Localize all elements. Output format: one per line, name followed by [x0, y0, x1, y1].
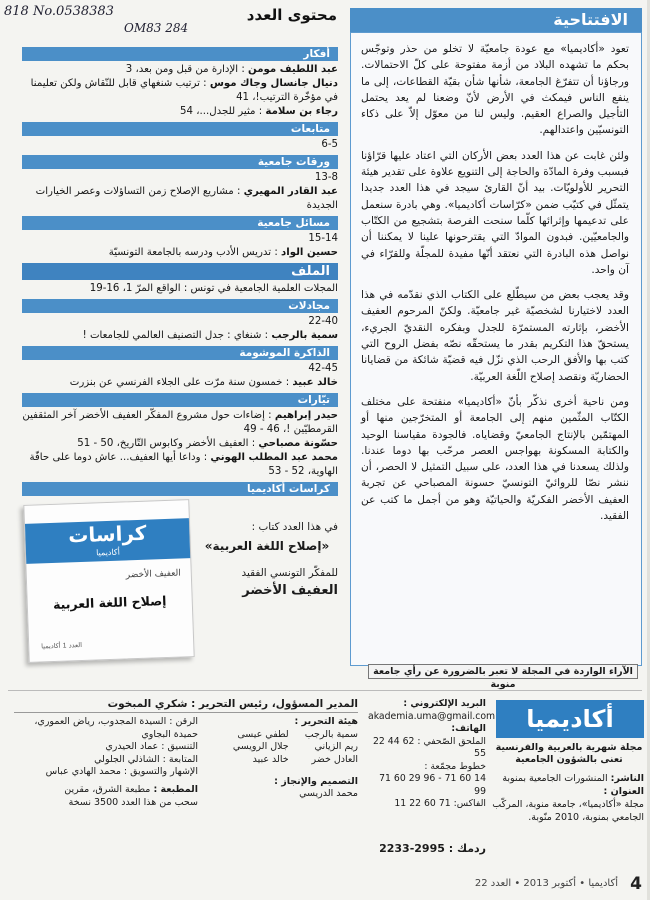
- toc-entry: [22, 451, 338, 479]
- toc-entry-author: خالد عبيد: [292, 377, 338, 388]
- staff-production-column: [14, 716, 198, 809]
- toc-title: محتوى العدد: [246, 6, 337, 24]
- booklet-byline: للمفكّر التونسي الفقيد: [241, 567, 338, 579]
- toc-entry-text: : وداعا أيها العفيف... عاش دوما على حافّة الهاوية، 52 - 53: [29, 452, 338, 477]
- toc-entry-text: 13-8: [314, 172, 338, 183]
- toc-entry-author: دنيال جانسال وجاك موس: [209, 78, 338, 89]
- toc-entry-author: عبد اللطيف مومن: [248, 64, 338, 75]
- toc-entry: [22, 409, 338, 437]
- booklet-intro: في هذا العدد كتاب :: [251, 521, 338, 533]
- issn-number: 2233-2995: [379, 842, 445, 855]
- editorial-paragraph: تعود «أكاديميا» مع عودة جامعيّة لا تخلو من حذر وتوجّس بحكم ما تشهده البلاد من أزمة مفتوحة على كلّ الاحتمالات. ورجاؤنا أن تتفرّغ الجامعة، شأنها شأن بقيّة القطاعات، إلى ما ينفع الناس فيمكث في الأرض لأنّ وضعنا لم يعد يحتمل التأجيل والصراع العقيم. وليس لنا من معوّل إلاّ على ذكاء التونسيّين واعتدالهم.: [361, 43, 629, 137]
- toc-entry-text: : خمسون سنة مرّت على الجلاء الفرنسي عن بنزرت: [69, 377, 293, 388]
- toc-entry-author: حسّونة مصباحي: [258, 438, 338, 449]
- cover-book-title: إصلاح اللغة العربية: [52, 593, 167, 612]
- board-member: العادل خضر: [311, 753, 358, 765]
- printer-name: مطبعة الشرق، مقرين: [64, 784, 151, 796]
- toc-entry: [22, 315, 338, 329]
- toc-entry-author: سمية بالرجب: [271, 330, 338, 341]
- followup-staff: المتابعة : الشاذلي الجلولي: [94, 753, 198, 765]
- editorial-body: [350, 32, 642, 666]
- toc-entry: [22, 376, 338, 390]
- lines-label: خطوط مجمّعة :: [424, 760, 486, 772]
- typing-staff: الرقن : السيدة المجدوب، رياض العموري، حميدة البجاوي: [34, 716, 198, 740]
- handwritten-line-1: 818 No.0538383: [4, 4, 114, 19]
- cover-footer: العدد 1 أكاديميا: [41, 640, 83, 651]
- director-label: المدير المسؤول، رئيس التحرير :: [191, 698, 358, 710]
- toc-entry: [22, 63, 338, 77]
- board-member: لطفي عيسى: [237, 728, 289, 740]
- disclaimer: الآراء الواردة في المجلة لا تعبر بالضرورة عن رأي جامعة منوبة: [368, 664, 638, 679]
- director-line: [14, 698, 358, 713]
- editorial-paragraph: ولئن غابت عن هذا العدد بعض الأركان التي اعتاد عليها قرّاؤنا فبسبب وفرة المادّة والحاجة إلى التنويع علاوة على تقدير هيئة التحرير للأولويّات. بيد أنّ القارئ سيجد في هذا العدد جديدا يتمثّل في كتيّب ضمن «كرّاسات أكاديميا». وهي بادرة سنعمل على تدعيمها وإثرائها كلّما سنحت الفرصة بتشجيع من الكتّاب والجامعيّين. فبدون الموادّ التي يقترحونها علينا لا يمكننا أن نواصل هذه البادرة التي نعتقد أنّها مفيدة للمجلّة وللقرّاء في آن واحد.: [361, 149, 629, 276]
- toc-entry: [22, 105, 338, 119]
- toc-entry: [22, 329, 338, 343]
- board-member: خالد عبيد: [252, 753, 289, 765]
- toc-section-header: كراسات أكاديميا: [22, 482, 338, 496]
- booklet-title: «إصلاح اللغة العربية»: [204, 539, 330, 553]
- cover-title: كراسات: [67, 520, 147, 548]
- toc-section-header: أفكار: [22, 47, 338, 61]
- page-footer: [0, 872, 650, 896]
- phone-label: الهاتف:: [451, 723, 486, 734]
- toc-entry: [22, 362, 338, 376]
- contact-info: [368, 698, 496, 811]
- design-label: التصميم والإنجاز :: [274, 776, 358, 788]
- toc-entry: [22, 138, 338, 152]
- staff-board-column: [208, 716, 358, 809]
- toc-entry-text: 42-45: [308, 363, 338, 374]
- printer-label: المطبعة :: [153, 784, 198, 796]
- toc-section-header: الملف: [22, 263, 338, 280]
- toc-entry-text: : إضاءات حول مشروع المفكّر العفيف الأخضر آخر المثقفين القرمطيّين !، 46 - 49: [22, 410, 338, 435]
- table-of-contents: [22, 44, 338, 498]
- editorial-staff: [14, 698, 358, 809]
- design-name: محمد الدريسي: [299, 788, 358, 800]
- toc-entry: [22, 282, 338, 296]
- booklet-author: العفيف الأخضر: [242, 583, 338, 598]
- toc-section-header: تيّارات: [22, 393, 338, 407]
- address-text: مجلة «أكاديميا»، جامعة منوبة، المركّب الجامعي بمنوبة، 2010 منّوبة.: [492, 799, 644, 823]
- editorial-title: الافتتاحية: [350, 8, 642, 32]
- email-label: البريد الإلكتروني :: [403, 698, 486, 709]
- publisher-label: الناشر:: [610, 773, 644, 784]
- toc-entry: [22, 437, 338, 451]
- toc-entry: [22, 171, 338, 185]
- toc-entry-author: عبد القادر المهيري: [243, 186, 338, 197]
- toc-entry-text: : العفيف الأخضر وكابوس التّاريخ، 50 - 51: [77, 438, 259, 449]
- address-label: العنوان :: [603, 786, 644, 797]
- toc-entry-text: 22-40: [308, 316, 338, 327]
- page-number: 4: [630, 874, 642, 894]
- toc-entry-author: محمد عبد المطلب الهوني: [210, 452, 338, 463]
- staff-columns: [14, 716, 358, 809]
- toc-entry-text: 6-5: [321, 139, 338, 150]
- email-address[interactable]: akademia.uma@gmail.com: [368, 710, 496, 722]
- toc-section-header: ورقات جامعية: [22, 155, 338, 169]
- coordination-staff: التنسيق : عماد الحيدري: [105, 741, 198, 753]
- phone-lines: 71 60 29 96 - 71 60 14 99: [379, 773, 486, 797]
- printer-line: [14, 784, 198, 796]
- toc-entry: [22, 185, 338, 213]
- toc-entry-text: 15-14: [308, 233, 338, 244]
- issn-label: ردمك :: [448, 842, 486, 855]
- fax-number: الفاكس: 71 60 22 11: [394, 798, 486, 809]
- toc-entry-text: : مشاريع الإصلاح زمن التساؤلات وعصر الخيارات الجديدة: [35, 186, 338, 211]
- brand-description: مجلة شهرية بالعربية والفرنسية تعنى بالشؤون الجامعية: [495, 742, 643, 765]
- toc-entry: [22, 77, 338, 105]
- toc-entry-text: : ترتيب شنغهاي قابل للنّقاش ولكن تعليمنا في مؤخّرة الترتيب!، 41: [30, 78, 338, 103]
- toc-entry-text: : تدريس الأدب ودرسه بالجامعة التونسيّة: [108, 247, 281, 258]
- cover-subtitle: أكاديميا: [95, 547, 121, 558]
- cover-band: [25, 518, 190, 564]
- board-member: ريم الزياني: [314, 741, 358, 753]
- ads-staff: الإشهار والتسويق : محمد الهادي عباس: [45, 766, 198, 778]
- board-member: سمية بالرجب: [304, 728, 358, 740]
- board-members: [208, 729, 358, 766]
- toc-section-header: الذاكرة الموشومة: [22, 346, 338, 360]
- toc-entry-text: المجلات العلمية الجامعية في تونس : الواقع المرّ 1، 16-19: [89, 283, 338, 294]
- toc-section-header: مجادلات: [22, 299, 338, 313]
- toc-section-header: مسائل جامعية: [22, 216, 338, 230]
- booklet-announcement: [196, 520, 338, 598]
- phone-press: الملحق الصّحفي : 62 44 22 55: [372, 735, 486, 759]
- board-member: جلال الرويسي: [232, 741, 289, 753]
- cover-author: العفيف الأخضر: [125, 568, 181, 581]
- toc-entry-author: رجاء بن سلامة: [265, 106, 338, 117]
- issn: [368, 842, 486, 855]
- board-col-a: [305, 729, 358, 766]
- toc-entry: [22, 246, 338, 260]
- board-col-b: [233, 729, 289, 766]
- director-name: شكري المبخوت: [107, 698, 188, 710]
- board-label: هيئة التحرير :: [294, 716, 358, 728]
- booklet-cover-image: [23, 499, 194, 663]
- handwritten-note: [4, 4, 209, 40]
- handwritten-line-2: OM83 284: [124, 21, 189, 35]
- toc-entry-author: حسين الواد: [280, 247, 338, 258]
- print-run: سحب من هذا العدد 3500 نسخة: [68, 796, 198, 808]
- toc-entry: [22, 232, 338, 246]
- publisher-info: [492, 772, 644, 824]
- toc-entry-text: : شنغاي : جدل التصنيف العالمي للجامعات !: [82, 330, 272, 341]
- editorial-paragraph: وقد يعجب بعض من سيطّلع على الكتاب الذي نقدّمه في هذا العدد لاختيارنا لشخصيّة غير جامعيّة. ولكنّ المرحوم العفيف الأخضر، بإثارته المستمرّة للجدل وبفكره النقديّ الجريء، يستحقّ هذا التكريم بقدر ما يستحقّه نصّه بفضل الروح التي كتب بها والأفق الرحب الذي نزّل فيه قضيّة شائكة من قضايانا الحضاريّة ونقصد إصلاح اللّغة العربيّة.: [361, 289, 629, 383]
- toc-section-header: متابعات: [22, 122, 338, 136]
- publisher-name: المنشورات الجامعية بمنوبة: [502, 773, 608, 784]
- footer-issue-line: أكاديميا • أكتوبر 2013 • العدد 22: [474, 878, 618, 889]
- toc-entry-text: : مثير للجدل...، 54: [180, 106, 266, 117]
- editorial-paragraph: ومن ناحية أخرى نذكّر بأنّ «أكاديميا» منفتحة على مختلف الكتّاب المثّمين منهم إلى الجامعة أو المتخرّجين منها أو المهتمّين بالإنتاج الجامعيّ وقضاياه. فالجودة مقياسنا الوحيد والكتابة المسكونة بهواجس العصر مرحّب بها دوما عندنا. ولذلك يسعدنا في هذا العدد، على سبيل التمثيل لا الحصر، أن ننشر نصّا للروائيّ التونسيّ حسونة المصباحي عن تجربة العفيف الأخضر الفكريّة والحياتيّة وهو من أجمل ما كتب عن الفقيد.: [361, 395, 629, 523]
- toc-entry-text: : الإدارة من قبل ومن بعد، 3: [125, 64, 249, 75]
- toc-entry-author: حيدر إبراهيم: [274, 410, 338, 421]
- brand-logo: أكاديميا: [496, 700, 644, 738]
